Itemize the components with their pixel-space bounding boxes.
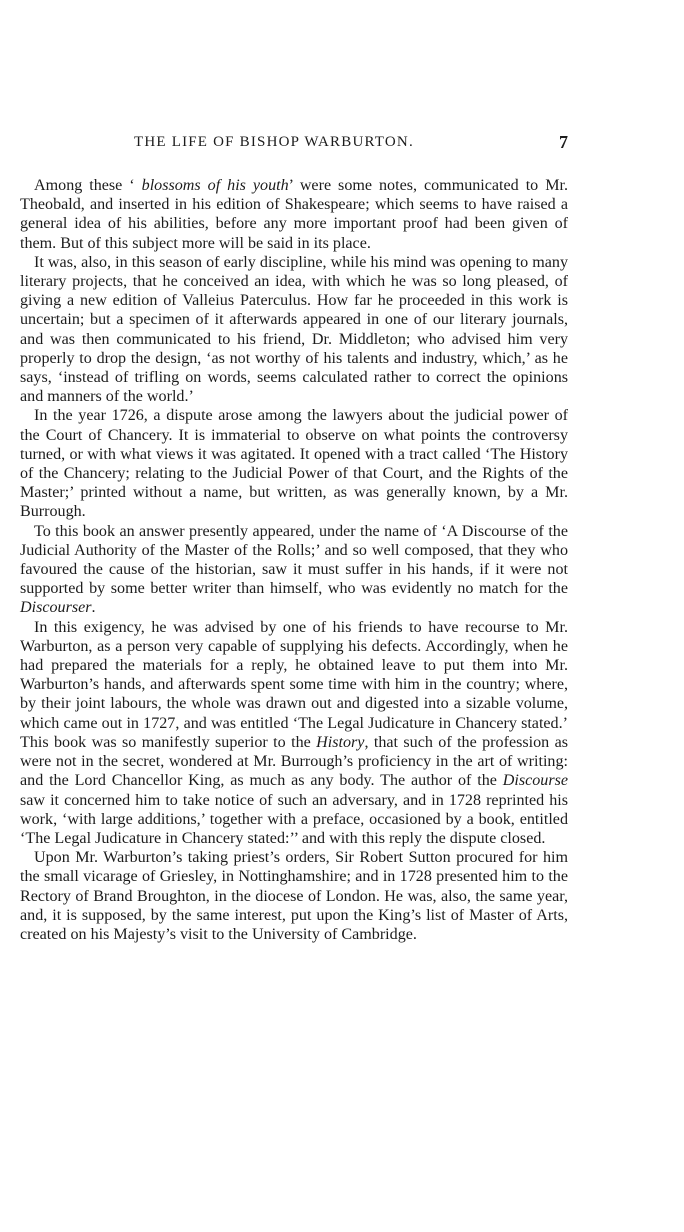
paragraph-exigency: [20, 618, 568, 848]
italic-phrase: History: [316, 733, 365, 751]
text-run: , that such of the profession as were not in the secret, wondered at Mr. Burrough’s proficiency in the art of writing: and the Lord Chancellor King, as much as any body. The author of the: [20, 733, 568, 790]
running-title: THE LIFE OF BISHOP WARBURTON.: [134, 134, 414, 150]
paragraph-discourse-answer: [20, 522, 568, 618]
text-run: saw it concerned him to take notice of such an adversary, and in 1728 reprinted his work, ‘with large additions,’ together with a preface, occasioned by a book, entitled ‘The Legal Judicature in Chancery stated:’’ and with this reply the dispute closed.: [20, 791, 568, 847]
body-text: [20, 176, 568, 944]
italic-phrase: blossoms of his youth: [141, 177, 289, 194]
italic-phrase: Discourse: [502, 772, 568, 790]
italic-phrase: Discourser: [20, 599, 92, 617]
running-head: [20, 134, 568, 156]
paragraph-paterculus: [20, 253, 568, 407]
text-run: It was, also, in this season of early discipline, while his mind was opening to many literary projects, that he conceived an idea, with which he was so long pleased, of giving a new edition of Valleius Paterculus. How far he proceeded in this work is uncertain; but a specimen of it afterwards appeared in one of our literary journals, and was then communicated to his friend, Dr. Middleton; who advised him very properly to drop the design, ‘as not worthy of his talents and industry, which,’ as he says, ‘instead of trifling on words, seems calculated rather to correct the opinions and manners of the world.’: [20, 253, 568, 406]
text-run: Among these ‘: [34, 177, 142, 194]
page-number: 7: [559, 132, 568, 152]
text-run: ’ were some notes, communicated to Mr. Theobald, and inserted in his edition of Shakespeare; which seems to have raised a general idea of his abilities, before any more important proof had been given of them. But of this subject more will be said in its place.: [20, 177, 568, 252]
paragraph-blossoms: [20, 176, 568, 253]
paragraph-chancery-dispute: [20, 406, 568, 521]
paragraph-priests-orders: [20, 848, 568, 944]
text-run: Upon Mr. Warburton’s taking priest’s orders, Sir Robert Sutton procured for him the small vicarage of Griesley, in Nottinghamshire; and in 1728 presented him to the Rectory of Brand Broughton, in the diocese of London. He was, also, the same year, and, it is supposed, by the same interest, put upon the King’s list of Master of Arts, created on his Majesty’s visit to the University of Cambridge.: [20, 849, 568, 943]
text-run: In this exigency, he was advised by one of his friends to have recourse to Mr. Warburton, as a person very capable of supplying his defects. Accordingly, when he had prepared the materials for a reply, he obtained leave to put them into Mr. Warburton’s hands, and afterwards spent some time with him in the country; where, by their joint labours, the whole was drawn out and digested into a sizable volume, which came out in 1727, and was entitled ‘The Legal Judicature in Chancery stated.’ This book was so manifestly superior to the: [20, 618, 568, 751]
text-run: To this book an answer presently appeared, under the name of ‘A Discourse of the Judicial Authority of the Master of the Rolls;’ and so well composed, that they who favoured the cause of the historian, saw it must suffer in his hands, if it were not supported by some better writer than himself, who was evidently no match for the: [20, 522, 568, 598]
text-run: In the year 1726, a dispute arose among the lawyers about the judicial power of the Court of Chancery. It is immaterial to observe on what points the controversy turned, or with what views it was agitated. It opened with a tract called ‘The History of the Chancery; relating to the Judicial Power of that Court, and the Rights of the Master;’ printed without a name, but written, as was generally known, by a Mr. Burrough.: [20, 407, 568, 521]
text-run: .: [91, 599, 96, 617]
